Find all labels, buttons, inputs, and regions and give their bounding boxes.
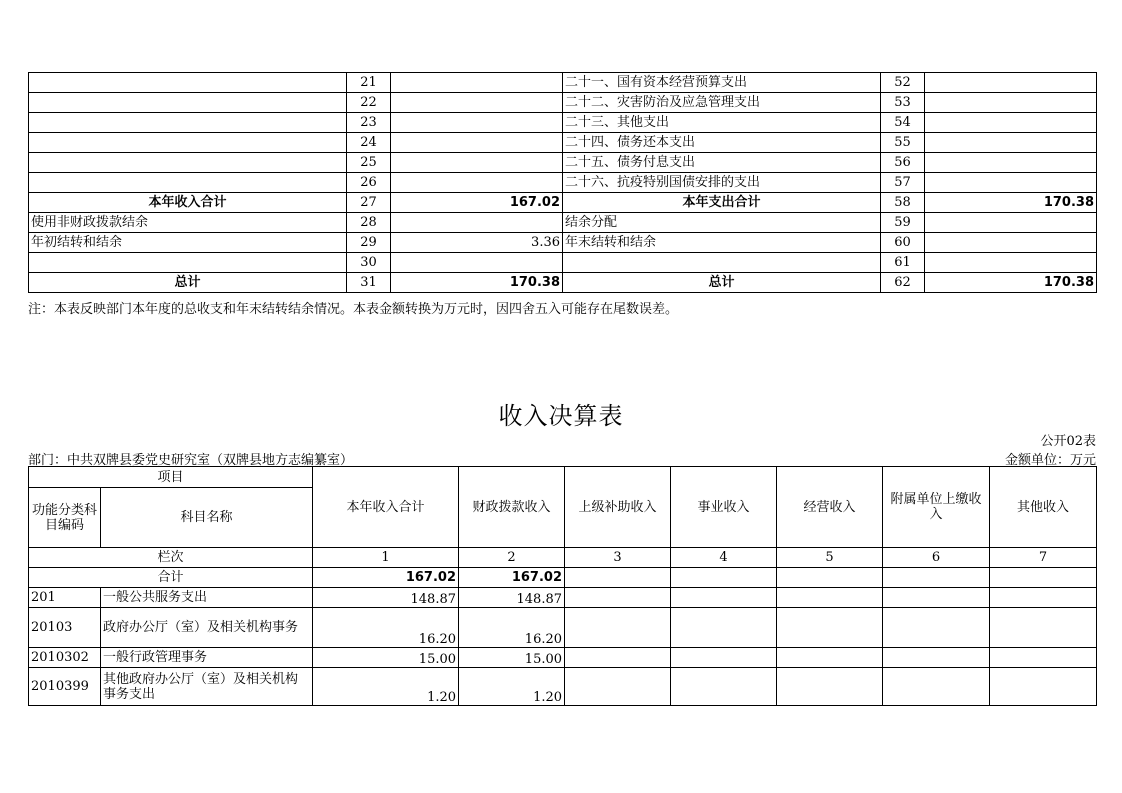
income-value bbox=[990, 648, 1097, 668]
income-amount bbox=[391, 253, 563, 273]
subject-code: 201 bbox=[29, 588, 101, 608]
income-value: 1.20 bbox=[459, 668, 565, 706]
income-item-label: 本年收入合计 bbox=[29, 193, 347, 213]
total-value bbox=[990, 568, 1097, 588]
expense-amount bbox=[925, 93, 1097, 113]
table-row bbox=[29, 608, 1097, 648]
income-amount bbox=[391, 173, 563, 193]
income-value bbox=[565, 588, 671, 608]
header-col-6: 附属单位上缴收入 bbox=[883, 467, 990, 548]
table-row bbox=[29, 253, 1097, 273]
income-value: 16.20 bbox=[459, 608, 565, 648]
expense-item-label: 二十二、灾害防治及应急管理支出 bbox=[563, 93, 881, 113]
income-value bbox=[883, 608, 990, 648]
header-item: 项目 bbox=[29, 467, 313, 488]
expense-item-label: 总计 bbox=[563, 273, 881, 293]
subject-name: 一般公共服务支出 bbox=[101, 588, 313, 608]
expense-item-label: 二十一、国有资本经营预算支出 bbox=[563, 73, 881, 93]
income-table-body bbox=[29, 568, 1097, 706]
expense-item-label: 年末结转和结余 bbox=[563, 233, 881, 253]
unit-label: 金额单位：万元 bbox=[1004, 453, 1096, 468]
expense-item-label: 二十六、抗疫特别国债安排的支出 bbox=[563, 173, 881, 193]
col-number: 7 bbox=[990, 548, 1097, 568]
header-col-4: 事业收入 bbox=[671, 467, 777, 548]
income-value: 148.87 bbox=[313, 588, 459, 608]
income-item-label: 年初结转和结余 bbox=[29, 233, 347, 253]
income-item-label: 总计 bbox=[29, 273, 347, 293]
income-amount bbox=[391, 213, 563, 233]
income-value: 15.00 bbox=[459, 648, 565, 668]
income-item-label bbox=[29, 153, 347, 173]
table-row bbox=[29, 668, 1097, 706]
income-value bbox=[777, 668, 883, 706]
table-row bbox=[29, 233, 1097, 253]
expense-amount bbox=[925, 113, 1097, 133]
table-row bbox=[29, 273, 1097, 293]
department-label: 部门：中共双牌县委党史研究室（双牌县地方志编纂室） bbox=[28, 453, 354, 468]
header-name: 科目名称 bbox=[101, 488, 313, 548]
income-value bbox=[565, 668, 671, 706]
expense-row-number: 62 bbox=[881, 273, 925, 293]
income-row-number: 25 bbox=[347, 153, 391, 173]
income-amount bbox=[391, 133, 563, 153]
expense-amount: 170.38 bbox=[925, 273, 1097, 293]
expense-row-number: 56 bbox=[881, 153, 925, 173]
table-row bbox=[29, 648, 1097, 668]
expense-amount: 170.38 bbox=[925, 193, 1097, 213]
expense-item-label bbox=[563, 253, 881, 273]
expense-item-label: 二十四、债务还本支出 bbox=[563, 133, 881, 153]
subject-code: 2010302 bbox=[29, 648, 101, 668]
subject-code: 20103 bbox=[29, 608, 101, 648]
income-row-number: 29 bbox=[347, 233, 391, 253]
table-note: 注：本表反映部门本年度的总收支和年末结转结余情况。本表金额转换为万元时，因四舍五入可能存在尾数误差。 bbox=[28, 302, 679, 317]
income-value: 15.00 bbox=[313, 648, 459, 668]
expense-amount bbox=[925, 133, 1097, 153]
page-title: 收入决算表 bbox=[498, 402, 624, 430]
subject-code: 2010399 bbox=[29, 668, 101, 706]
income-value bbox=[671, 668, 777, 706]
summary-table-body bbox=[29, 73, 1097, 293]
total-value bbox=[671, 568, 777, 588]
income-item-label bbox=[29, 73, 347, 93]
expense-row-number: 59 bbox=[881, 213, 925, 233]
table-row bbox=[29, 213, 1097, 233]
income-row-number: 26 bbox=[347, 173, 391, 193]
subject-name: 一般行政管理事务 bbox=[101, 648, 313, 668]
total-row bbox=[29, 568, 1097, 588]
expense-amount bbox=[925, 213, 1097, 233]
expense-row-number: 61 bbox=[881, 253, 925, 273]
income-amount: 167.02 bbox=[391, 193, 563, 213]
total-value: 167.02 bbox=[313, 568, 459, 588]
income-value bbox=[777, 648, 883, 668]
income-amount bbox=[391, 93, 563, 113]
column-number-row bbox=[29, 548, 1097, 568]
income-value: 148.87 bbox=[459, 588, 565, 608]
income-amount: 3.36 bbox=[391, 233, 563, 253]
table-row bbox=[29, 133, 1097, 153]
income-value bbox=[777, 608, 883, 648]
expense-row-number: 52 bbox=[881, 73, 925, 93]
income-row-number: 23 bbox=[347, 113, 391, 133]
income-value: 1.20 bbox=[313, 668, 459, 706]
expense-item-label: 二十三、其他支出 bbox=[563, 113, 881, 133]
income-value bbox=[565, 648, 671, 668]
income-row-number: 30 bbox=[347, 253, 391, 273]
expense-amount bbox=[925, 233, 1097, 253]
income-value bbox=[671, 608, 777, 648]
subject-name: 其他政府办公厅（室）及相关机构事务支出 bbox=[101, 668, 313, 706]
expense-row-number: 60 bbox=[881, 233, 925, 253]
col-number: 6 bbox=[883, 548, 990, 568]
expense-item-label: 本年支出合计 bbox=[563, 193, 881, 213]
income-row-number: 24 bbox=[347, 133, 391, 153]
income-final-accounts-table bbox=[28, 466, 1097, 706]
total-label: 合计 bbox=[29, 568, 313, 588]
total-value bbox=[565, 568, 671, 588]
expense-amount bbox=[925, 153, 1097, 173]
table-row bbox=[29, 73, 1097, 93]
income-value bbox=[671, 588, 777, 608]
table-row bbox=[29, 93, 1097, 113]
table-row bbox=[29, 113, 1097, 133]
total-value: 167.02 bbox=[459, 568, 565, 588]
income-value bbox=[990, 608, 1097, 648]
table-row bbox=[29, 173, 1097, 193]
income-item-label bbox=[29, 253, 347, 273]
income-item-label bbox=[29, 113, 347, 133]
expense-amount bbox=[925, 73, 1097, 93]
income-value bbox=[777, 588, 883, 608]
income-value bbox=[990, 588, 1097, 608]
income-value bbox=[883, 588, 990, 608]
income-value bbox=[990, 668, 1097, 706]
income-amount: 170.38 bbox=[391, 273, 563, 293]
expense-row-number: 55 bbox=[881, 133, 925, 153]
income-row-number: 21 bbox=[347, 73, 391, 93]
income-value bbox=[671, 648, 777, 668]
table-row bbox=[29, 153, 1097, 173]
expense-item-label: 结余分配 bbox=[563, 213, 881, 233]
header-col-5: 经营收入 bbox=[777, 467, 883, 548]
col-number: 4 bbox=[671, 548, 777, 568]
income-item-label bbox=[29, 93, 347, 113]
header-row bbox=[29, 467, 1097, 488]
income-row-number: 22 bbox=[347, 93, 391, 113]
expense-item-label: 二十五、债务付息支出 bbox=[563, 153, 881, 173]
income-value: 16.20 bbox=[313, 608, 459, 648]
col-number: 3 bbox=[565, 548, 671, 568]
expense-row-number: 58 bbox=[881, 193, 925, 213]
expense-amount bbox=[925, 173, 1097, 193]
expense-row-number: 57 bbox=[881, 173, 925, 193]
total-value bbox=[777, 568, 883, 588]
header-col-1: 本年收入合计 bbox=[313, 467, 459, 548]
col-number: 2 bbox=[459, 548, 565, 568]
income-amount bbox=[391, 73, 563, 93]
row-label: 栏次 bbox=[29, 548, 313, 568]
subject-name: 政府办公厅（室）及相关机构事务 bbox=[101, 608, 313, 648]
income-value bbox=[565, 608, 671, 648]
expense-row-number: 54 bbox=[881, 113, 925, 133]
income-expenditure-summary-table bbox=[28, 72, 1097, 293]
col-number: 5 bbox=[777, 548, 883, 568]
header-col-2: 财政拨款收入 bbox=[459, 467, 565, 548]
income-row-number: 28 bbox=[347, 213, 391, 233]
income-value bbox=[883, 668, 990, 706]
header-code: 功能分类科目编码 bbox=[29, 488, 101, 548]
income-amount bbox=[391, 113, 563, 133]
col-number: 1 bbox=[313, 548, 459, 568]
total-value bbox=[883, 568, 990, 588]
income-item-label: 使用非财政拨款结余 bbox=[29, 213, 347, 233]
income-row-number: 31 bbox=[347, 273, 391, 293]
header-col-3: 上级补助收入 bbox=[565, 467, 671, 548]
header-col-7: 其他收入 bbox=[990, 467, 1097, 548]
expense-amount bbox=[925, 253, 1097, 273]
table-number: 公开02表 bbox=[1040, 434, 1096, 449]
income-item-label bbox=[29, 173, 347, 193]
income-value bbox=[883, 648, 990, 668]
income-amount bbox=[391, 153, 563, 173]
table-row bbox=[29, 588, 1097, 608]
income-item-label bbox=[29, 133, 347, 153]
income-row-number: 27 bbox=[347, 193, 391, 213]
expense-row-number: 53 bbox=[881, 93, 925, 113]
table-row bbox=[29, 193, 1097, 213]
